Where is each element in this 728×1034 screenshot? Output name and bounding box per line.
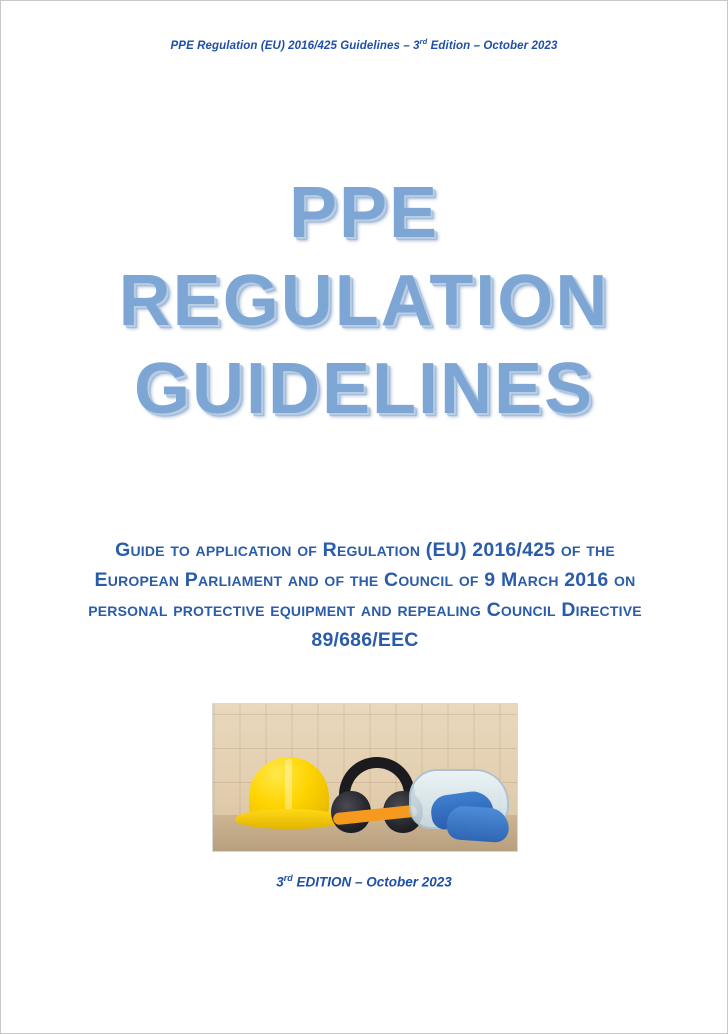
glove-right <box>446 805 510 843</box>
running-header-text-before: PPE Regulation (EU) 2016/425 Guidelines – 3 <box>170 39 420 52</box>
hard-hat-ridge <box>285 759 292 811</box>
edition-line <box>1 873 727 890</box>
hard-hat-brim <box>235 809 343 829</box>
edition-text-after: EDITION – October 2023 <box>292 874 452 890</box>
title-line-1: PPE <box>288 173 440 253</box>
edition-text-before: 3 <box>276 874 284 890</box>
cover-subtitle: Guide to application of Regulation (EU) 2016/425 of the European Parliament and of the Council of 9 March 2016 on personal protective equipment and repealing Council Directive 89/686/EEC <box>88 539 642 651</box>
cover-photo <box>212 703 518 852</box>
title-line-3: GUIDELINES <box>133 349 595 429</box>
running-header-text-after: Edition – October 2023 <box>427 39 558 52</box>
cover-title <box>1 169 727 433</box>
title-line-2: REGULATION <box>118 261 610 341</box>
running-header-ordinal: rd <box>419 37 428 46</box>
edition-ordinal: rd <box>283 873 293 883</box>
protective-gloves-icon <box>419 789 511 843</box>
running-header <box>1 37 727 52</box>
hard-hat-icon <box>235 759 343 833</box>
